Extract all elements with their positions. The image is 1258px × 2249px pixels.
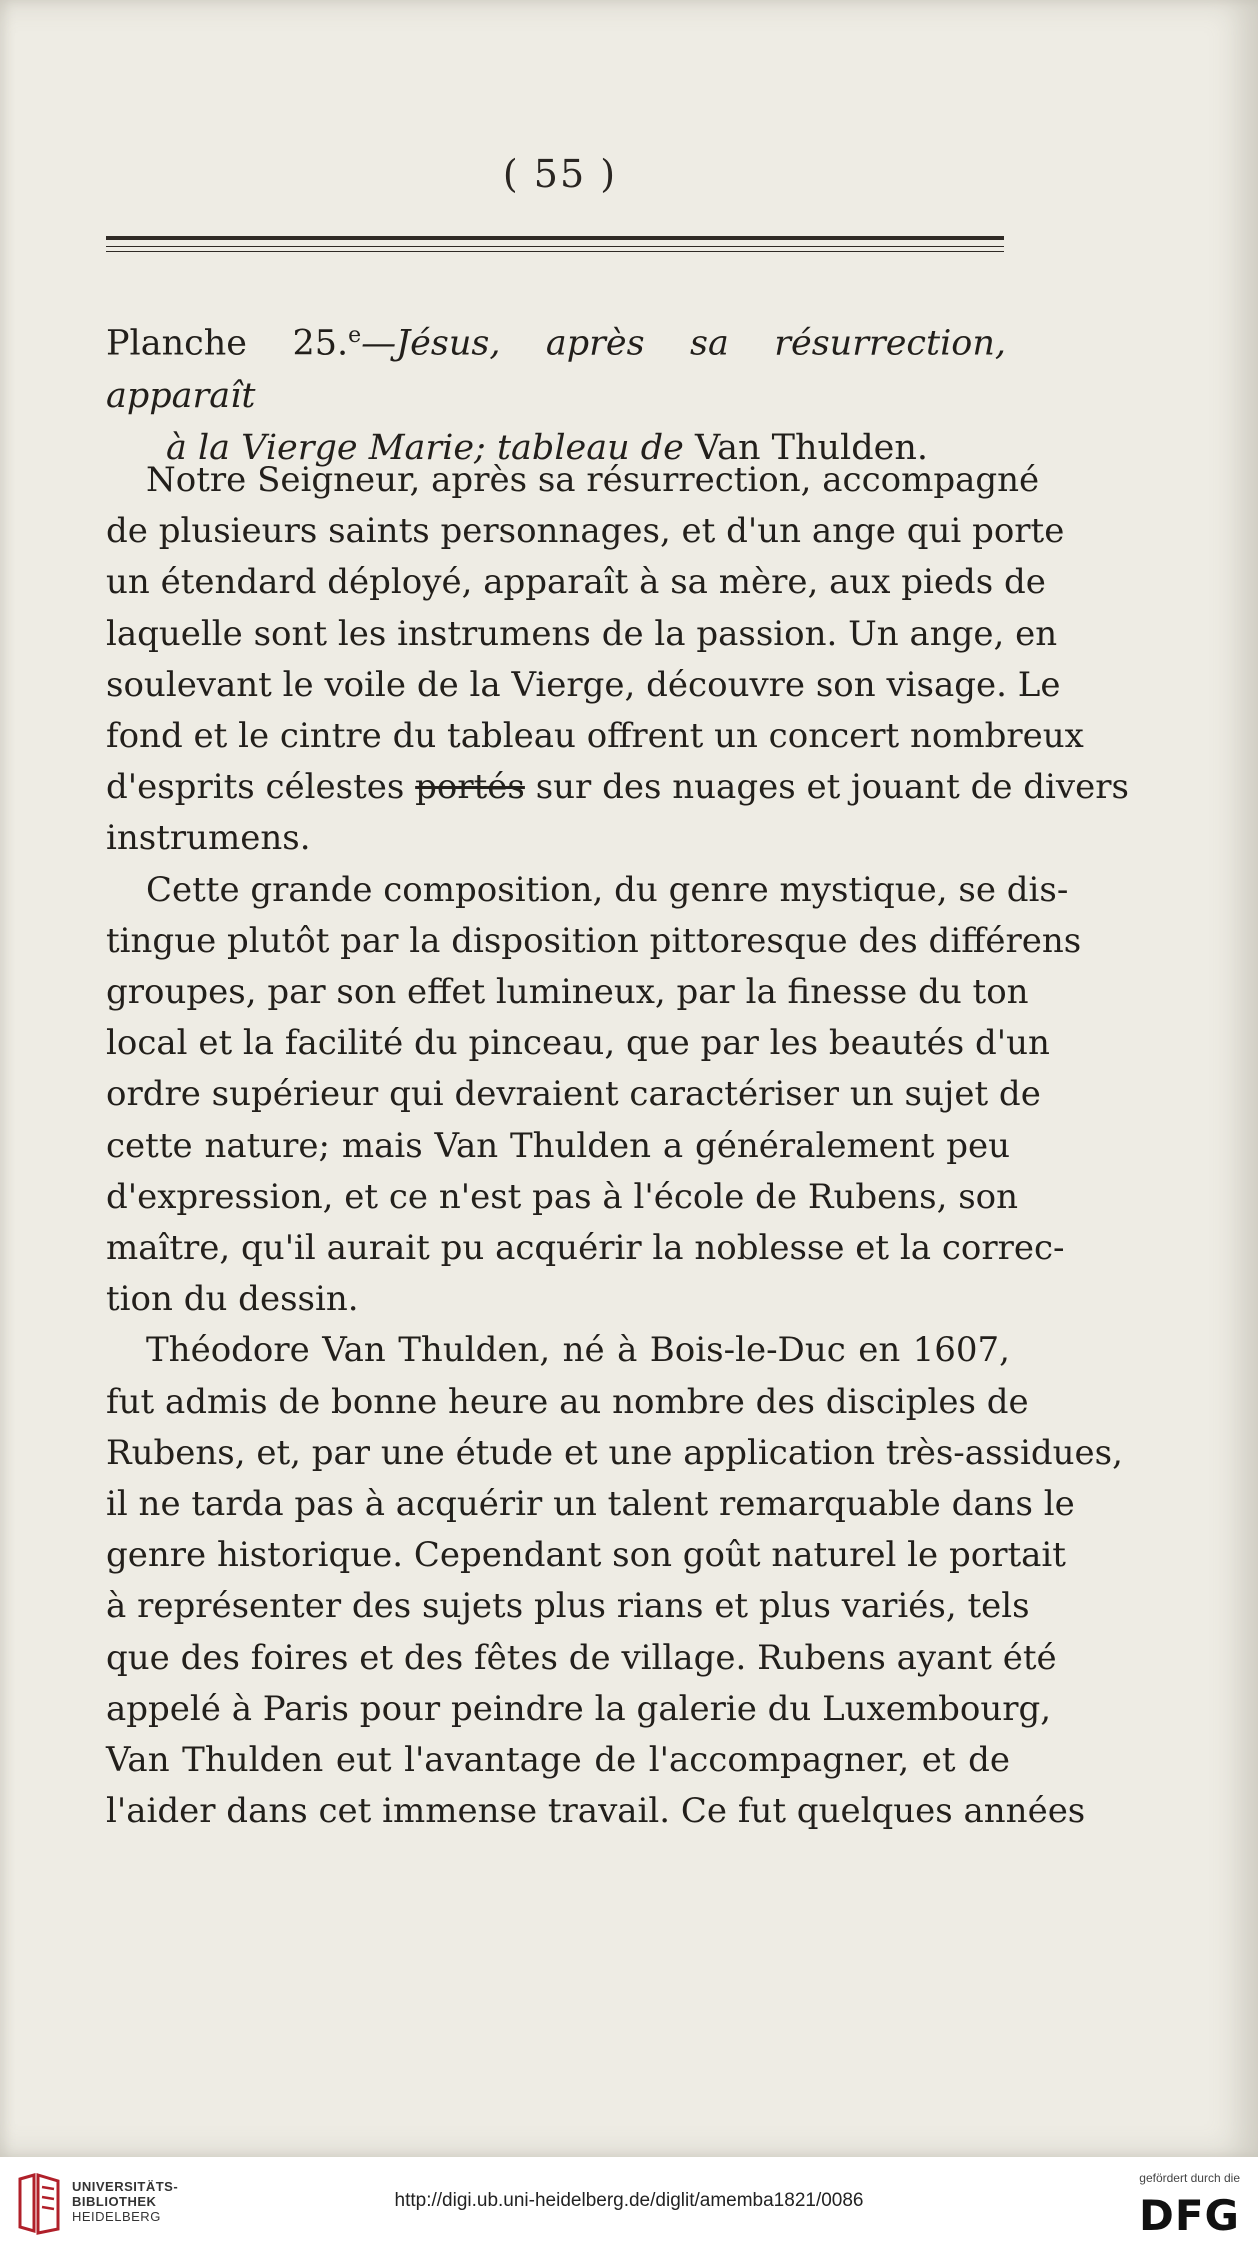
paragraph-2 — [106, 865, 1082, 1326]
text-line: fond et le cintre du tableau offrent un concert nombreux — [106, 716, 1084, 757]
text-line: genre historique. Cependant son goût naturel le portait — [106, 1535, 1066, 1576]
text-line: Van Thulden eut l'avantage de l'accompagner, et de — [106, 1740, 1010, 1781]
text-line: Théodore Van Thulden, né à Bois-le-Duc en 1607, — [146, 1330, 1010, 1371]
text-line: il ne tarda pas à acquérir un talent remarquable dans le — [106, 1484, 1075, 1525]
text-fragment: sur des nuages et jouant de divers — [535, 767, 1129, 808]
dfg-logo[interactable]: DFG — [1138, 2191, 1240, 2240]
text-line: que des foires et des fêtes de village. Rubens ayant été — [106, 1637, 1057, 1678]
text-line: local et la facilité du pinceau, que par les beautés d'un — [106, 1023, 1050, 1064]
text-line: instrumens. — [106, 818, 311, 859]
library-name-line-2: BIBLIOTHEK — [72, 2194, 157, 2209]
text-line: fut admis de bonne heure au nombre des disciples de — [106, 1381, 1029, 1422]
text-line: l'aider dans cet immense travail. Ce fut quelques années — [106, 1791, 1086, 1832]
text-line: Cette grande composition, du genre mystique, se dis- — [146, 869, 1069, 910]
text-line: cette nature; mais Van Thulden a généralement peu — [106, 1125, 1010, 1166]
paragraph-3 — [106, 1325, 1123, 1837]
text-line: Rubens, et, par une étude et une application très-assidues, — [106, 1432, 1123, 1473]
library-name-line-1: UNIVERSITÄTS- — [72, 2179, 179, 2194]
text-line: de plusieurs saints personnages, et d'un ange qui porte — [106, 511, 1065, 552]
plate-label: Planche 25. — [106, 323, 349, 364]
text-fragment: d'esprits célestes — [106, 767, 405, 808]
struck-word: portés — [415, 767, 525, 808]
text-line: Notre Seigneur, après sa résurrection, accompagné — [146, 460, 1040, 500]
page-number: ( 55 ) — [502, 152, 618, 196]
text-line: maître, qu'il aurait pu acquérir la noblesse et la correc- — [106, 1228, 1065, 1269]
header-rule-thin-lower — [106, 251, 1004, 252]
permalink-url[interactable]: http://digi.ub.uni-heidelberg.de/diglit/amemba1821/0086 — [394, 2190, 864, 2211]
paragraph-1 — [106, 455, 1129, 865]
text-line: soulevant le voile de la Vierge, découvre son visage. Le — [106, 664, 1061, 705]
heading-title-part-1: —Jésus, après sa résurrection, apparaît — [106, 323, 1007, 416]
text-line-with-strikethrough — [106, 762, 1129, 813]
library-name-line-3: HEIDELBERG — [72, 2209, 161, 2224]
painter-name: Van Thulden. — [695, 427, 929, 468]
heading-line-1 — [106, 310, 1006, 422]
text-line: d'expression, et ce n'est pas à l'école de Rubens, son — [106, 1176, 1019, 1217]
plate-heading — [106, 310, 1006, 474]
header-rule-thin — [106, 246, 1004, 247]
text-line: ordre supérieur qui devraient caractériser un sujet de — [106, 1074, 1041, 1115]
text-line: à représenter des sujets plus rians et plus variés, tels — [106, 1586, 1030, 1627]
header-rule-thick — [106, 236, 1004, 240]
text-line: laquelle sont les instrumens de la passion. Un ange, en — [106, 613, 1058, 654]
text-line: appelé à Paris pour peindre la galerie du Luxembourg, — [106, 1688, 1052, 1729]
text-line: tingue plutôt par la disposition pittoresque des différens — [106, 920, 1082, 961]
text-line: tion du dessin. — [106, 1279, 359, 1320]
funded-by-label: gefördert durch die — [1139, 2171, 1240, 2185]
text-line: groupes, par son effet lumineux, par la finesse du ton — [106, 972, 1029, 1013]
text-line: un étendard déployé, apparaît à sa mère, aux pieds de — [106, 562, 1046, 603]
body-text — [106, 455, 1129, 1837]
plate-label-superscript: e — [348, 323, 362, 348]
viewer-footer — [0, 2157, 1258, 2249]
heading-title-part-2: à la Vierge Marie; tableau de — [166, 427, 684, 468]
